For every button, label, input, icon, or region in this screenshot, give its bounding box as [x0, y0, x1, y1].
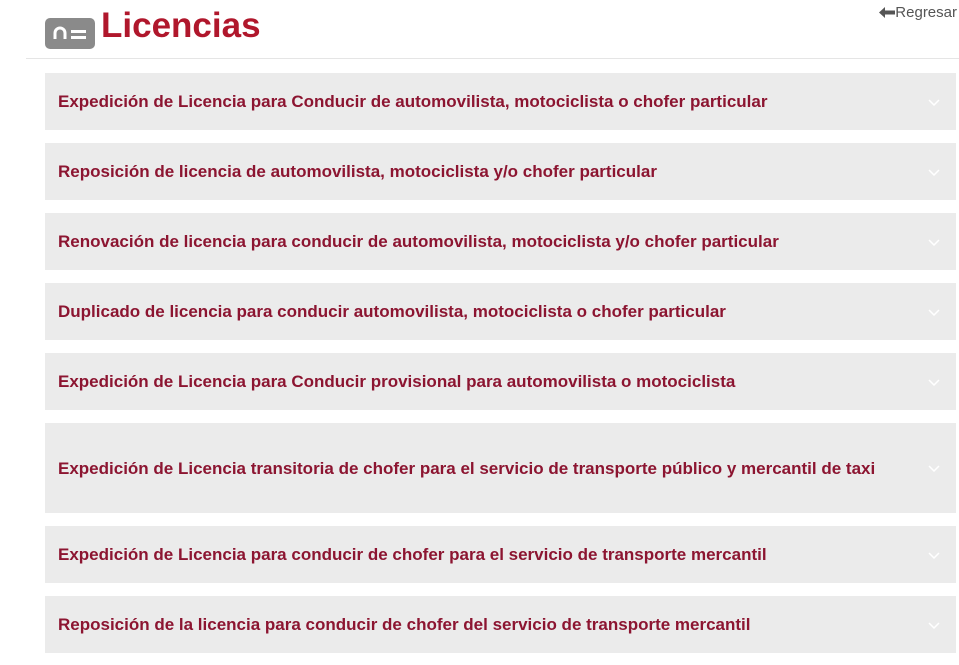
accordion-item-label: Expedición de Licencia transitoria de chofer para el servicio de transporte público y mercantil de taxi: [58, 458, 876, 478]
page-title: Licencias: [101, 5, 261, 45]
accordion-item-label: Expedición de Licencia para Conducir provisional para automovilista o motociclista: [58, 372, 736, 391]
accordion-item[interactable]: [45, 283, 956, 340]
title-group: [45, 2, 261, 49]
accordion-item[interactable]: [45, 596, 956, 653]
accordion-item-label: Duplicado de licencia para conducir automovilista, motociclista o chofer particular: [58, 302, 726, 321]
back-link[interactable]: [879, 4, 957, 21]
arrow-left-icon: [879, 7, 895, 18]
accordion-item-label: Expedición de Licencia para conducir de chofer para el servicio de transporte mercantil: [58, 545, 767, 564]
license-card-icon: [45, 18, 95, 49]
chevron-down-icon[interactable]: [928, 169, 940, 176]
divider: [26, 58, 959, 59]
header: [0, 0, 959, 58]
accordion-item[interactable]: [45, 213, 956, 270]
accordion-item[interactable]: [45, 526, 956, 583]
accordion-item[interactable]: [45, 73, 956, 130]
accordion-item-label: Reposición de licencia de automovilista, motociclista y/o chofer particular: [58, 162, 657, 181]
accordion: [45, 73, 956, 665]
back-label: Regresar: [895, 4, 957, 21]
chevron-down-icon[interactable]: [928, 465, 940, 472]
chevron-down-icon[interactable]: [928, 309, 940, 316]
accordion-item-label: Expedición de Licencia para Conducir de automovilista, motociclista o chofer particular: [58, 92, 768, 111]
chevron-down-icon[interactable]: [928, 552, 940, 559]
accordion-item-label: Renovación de licencia para conducir de automovilista, motociclista y/o chofer particular: [58, 232, 779, 251]
chevron-down-icon[interactable]: [928, 99, 940, 106]
chevron-down-icon[interactable]: [928, 239, 940, 246]
chevron-down-icon[interactable]: [928, 379, 940, 386]
accordion-item-label: Reposición de la licencia para conducir de chofer del servicio de transporte mercantil: [58, 615, 751, 634]
accordion-item[interactable]: [45, 423, 956, 513]
accordion-item[interactable]: [45, 353, 956, 410]
accordion-item[interactable]: [45, 143, 956, 200]
chevron-down-icon[interactable]: [928, 622, 940, 629]
